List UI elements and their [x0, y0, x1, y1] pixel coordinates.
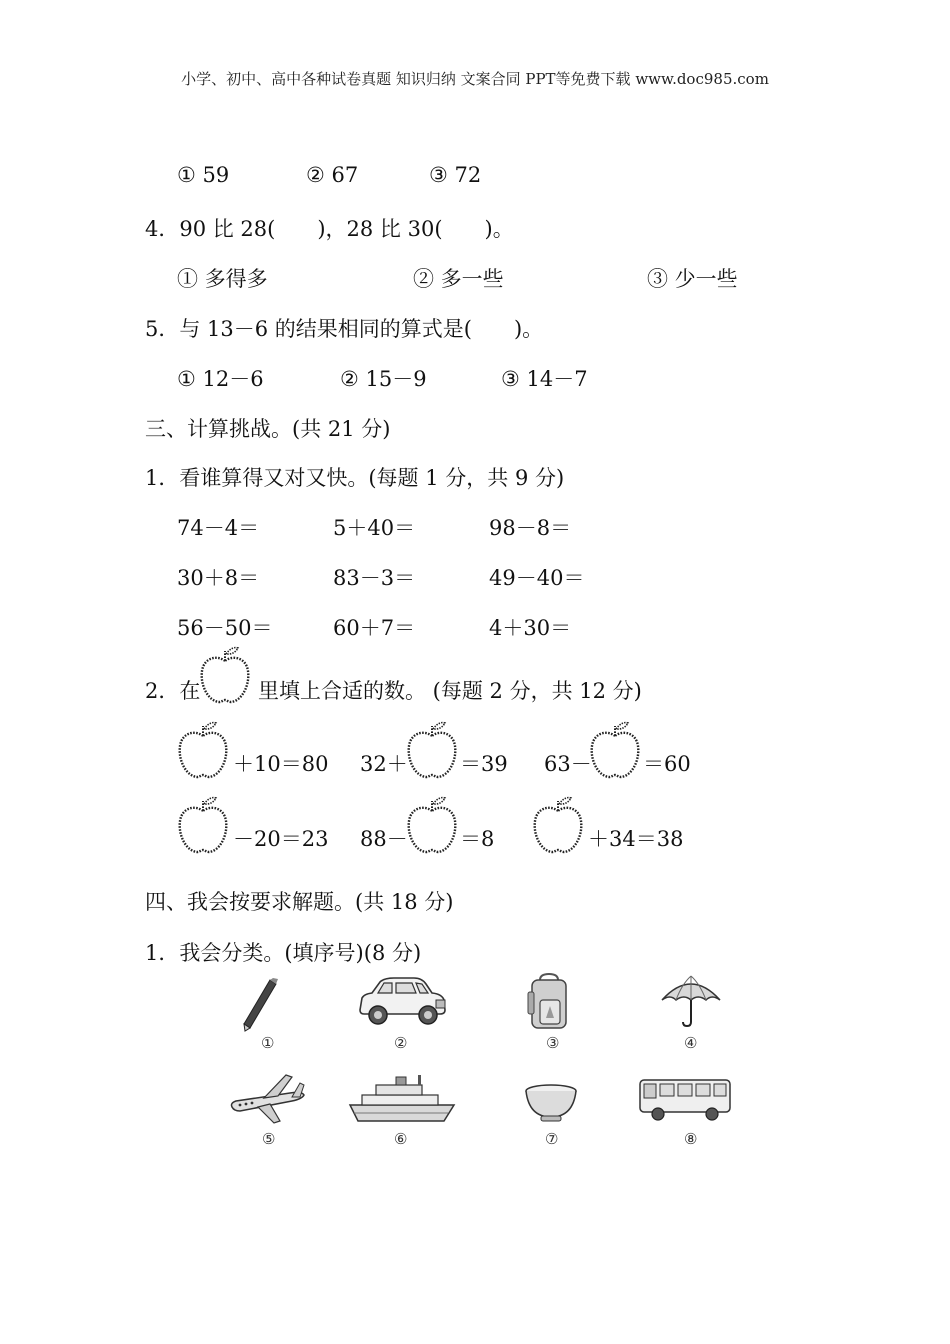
calc-2-1: 30＋8＝ — [177, 566, 260, 590]
apple-blank-1[interactable] — [176, 720, 230, 780]
calc-3-3: 4＋30＝ — [489, 616, 572, 640]
q4-option-1: ① 多得多 — [177, 267, 268, 291]
calc-3-1: 56－50＝ — [177, 616, 273, 640]
apple-blank-2[interactable] — [405, 720, 459, 780]
bowl-icon — [523, 1083, 579, 1125]
s3-q1-stem: 1．看谁算得又对又快。(每题 1 分，共 9 分) — [145, 466, 565, 490]
calc-1-1: 74－4＝ — [177, 516, 260, 540]
q4-option-3: ③ 少一些 — [647, 267, 738, 291]
calc-2-2: 83－3＝ — [333, 566, 416, 590]
q5-stem: 5．与 13－6 的结果相同的算式是( )。 — [145, 317, 544, 341]
s3-q2-stem-suffix: 里填上合适的数。 (每题 2 分，共 12 分) — [258, 679, 642, 703]
q3-option-1: ① 59 — [177, 163, 230, 187]
label-2: ② — [394, 1034, 408, 1052]
s3-q2-stem-prefix: 2．在 — [145, 679, 201, 703]
calc-3-2: 60＋7＝ — [333, 616, 416, 640]
q4-option-2: ② 多一些 — [413, 267, 504, 291]
car-icon — [354, 972, 450, 1030]
apple-eq-3-before: 63－ — [544, 752, 592, 776]
apple-blank-5[interactable] — [405, 795, 459, 855]
umbrella-icon — [660, 972, 722, 1028]
label-3: ③ — [546, 1034, 560, 1052]
label-6: ⑥ — [394, 1130, 408, 1148]
apple-blank-4[interactable] — [176, 795, 230, 855]
apple-eq-2-before: 32＋ — [360, 752, 408, 776]
page-header: 小学、初中、高中各种试卷真题 知识归纳 文案合同 PPT等免费下载 www.doc985.com — [181, 70, 769, 88]
calc-1-2: 5＋40＝ — [333, 516, 416, 540]
apple-icon — [198, 645, 252, 705]
section4-title: 四、我会按要求解题。(共 18 分) — [145, 890, 454, 914]
label-1: ① — [261, 1034, 275, 1052]
apple-eq-6-after: ＋34＝38 — [588, 827, 684, 851]
label-5: ⑤ — [262, 1130, 276, 1148]
label-8: ⑧ — [684, 1130, 698, 1148]
q5-option-3: ③ 14－7 — [501, 367, 588, 391]
apple-eq-4-after: －20＝23 — [233, 827, 329, 851]
apple-blank-3[interactable] — [588, 720, 642, 780]
apple-eq-3-after: ＝60 — [643, 752, 691, 776]
label-4: ④ — [684, 1034, 698, 1052]
calc-2-3: 49－40＝ — [489, 566, 585, 590]
q4-stem: 4．90 比 28( )，28 比 30( )。 — [145, 217, 514, 241]
apple-eq-2-after: ＝39 — [460, 752, 508, 776]
bus-icon — [638, 1076, 732, 1122]
airplane-icon — [228, 1073, 308, 1125]
ship-icon — [348, 1075, 456, 1125]
q5-option-1: ① 12－6 — [177, 367, 264, 391]
label-7: ⑦ — [545, 1130, 559, 1148]
calc-1-3: 98－8＝ — [489, 516, 572, 540]
apple-eq-5-after: ＝8 — [460, 827, 495, 851]
q3-option-2: ② 67 — [306, 163, 359, 187]
q3-option-3: ③ 72 — [429, 163, 482, 187]
apple-eq-5-before: 88－ — [360, 827, 408, 851]
section3-title: 三、计算挑战。(共 21 分) — [145, 417, 391, 441]
pencil-icon — [240, 978, 280, 1032]
backpack-icon — [526, 972, 572, 1032]
apple-eq-1-after: ＋10＝80 — [233, 752, 329, 776]
s4-q1-stem: 1．我会分类。(填序号)(8 分) — [145, 941, 422, 965]
apple-blank-6[interactable] — [531, 795, 585, 855]
q5-option-2: ② 15－9 — [340, 367, 427, 391]
